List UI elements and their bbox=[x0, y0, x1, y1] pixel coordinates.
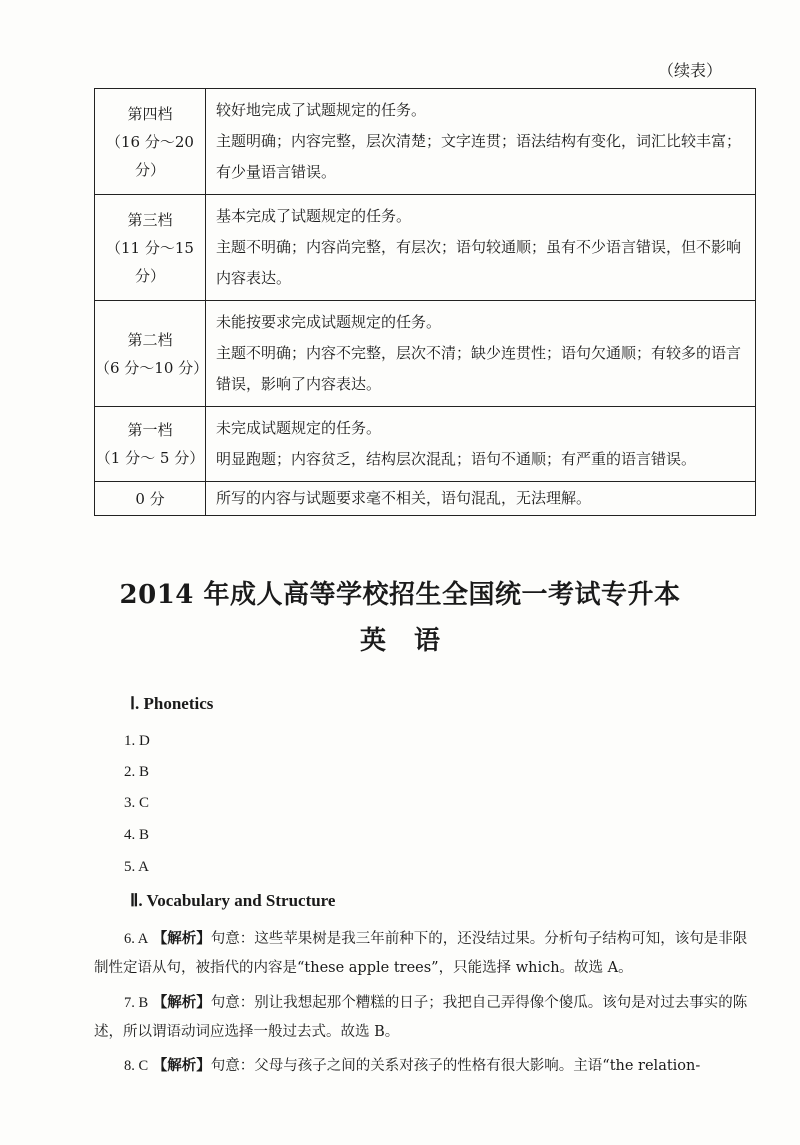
table-row bbox=[95, 195, 756, 301]
answer-item: 3. C bbox=[124, 795, 150, 811]
grade-description-cell bbox=[206, 407, 756, 482]
grade-detail: 主题不明确；内容不完整，层次不清；缺少连贯性；语句欠通顺；有较多的语言错误，影响了内容表达。 bbox=[216, 344, 742, 393]
table-row bbox=[95, 301, 756, 407]
question-explanation bbox=[94, 924, 760, 983]
grade-description-cell bbox=[206, 195, 756, 301]
grade-detail: 主题明确；内容完整，层次清楚；文字连贯；语法结构有变化，词汇比较丰富；有少量语言错误。 bbox=[216, 132, 742, 181]
grade-range: （11 分～15 分） bbox=[106, 238, 194, 285]
analysis-text: 句意：这些苹果树是我三年前种下的，还没结过果。分析句子结构可知，该句是非限制性定语从句，被指代的内容是“these apple trees”，只能选择 which。故选 A。 bbox=[94, 931, 748, 976]
answer-item: 1. D bbox=[124, 733, 150, 749]
table-row bbox=[95, 482, 756, 516]
question-answer: 7. B bbox=[124, 995, 149, 1011]
grade-level: 0 分 bbox=[135, 489, 165, 508]
analysis-text: 句意：别让我想起那个糟糕的日子；我把自己弄得像个傻瓜。该句是对过去事实的陈述，所以谓语动词应选择一般过去式。故选 B。 bbox=[94, 995, 748, 1040]
grade-range: （16 分～20 分） bbox=[106, 132, 194, 179]
answer-item: 2. B bbox=[124, 764, 150, 780]
grade-summary: 未能按要求完成试题规定的任务。 bbox=[216, 313, 442, 331]
grade-level: 第一档 bbox=[127, 421, 173, 439]
analysis-text: 句意：父母与孩子之间的关系对孩子的性格有很大影响。主语“the relation- bbox=[210, 1058, 701, 1074]
analysis-tag: 【解析】 bbox=[152, 930, 211, 947]
question-answer: 6. A bbox=[124, 931, 149, 947]
grade-summary: 较好地完成了试题规定的任务。 bbox=[216, 101, 427, 119]
grade-detail: 明显跑题；内容贫乏，结构层次混乱；语句不通顺；有严重的语言错误。 bbox=[216, 450, 697, 468]
grade-level-cell bbox=[95, 195, 206, 301]
grade-description-cell bbox=[206, 89, 756, 195]
section-heading-vocabulary: Ⅱ. Vocabulary and Structure bbox=[130, 891, 336, 910]
question-explanation bbox=[94, 988, 760, 1047]
grade-level-cell bbox=[95, 301, 209, 407]
answer-item: 4. B bbox=[124, 827, 150, 843]
grade-level: 第三档 bbox=[127, 210, 173, 229]
grade-description-cell bbox=[206, 301, 756, 407]
grade-summary: 未完成试题规定的任务。 bbox=[216, 419, 382, 437]
analysis-tag: 【解析】 bbox=[152, 1057, 211, 1074]
grade-level-cell bbox=[95, 482, 206, 516]
question-explanation bbox=[94, 1051, 760, 1081]
answer-item: 5. A bbox=[124, 859, 150, 875]
grade-level: 第二档 bbox=[127, 330, 173, 349]
grade-description-cell bbox=[206, 482, 756, 516]
analysis-tag: 【解析】 bbox=[152, 994, 211, 1011]
exam-title: 2014 年成人高等学校招生全国统一考试专升本 bbox=[119, 580, 681, 610]
table-row bbox=[95, 407, 756, 482]
table-row bbox=[95, 89, 756, 195]
section-heading-phonetics: Ⅰ. Phonetics bbox=[130, 694, 214, 713]
grade-detail: 主题不明确；内容尚完整，有层次；语句较通顺；虽有不少语言错误，但不影响内容表达。 bbox=[216, 238, 742, 287]
grade-range: （1 分～ 5 分） bbox=[95, 449, 205, 467]
table-continued-label: （续表） bbox=[657, 61, 722, 80]
grade-level-cell bbox=[95, 407, 206, 482]
grading-table bbox=[94, 88, 756, 516]
grade-range: （6 分～10 分） bbox=[95, 358, 209, 377]
grade-level: 第四档 bbox=[127, 104, 173, 123]
grade-level-cell bbox=[95, 89, 206, 195]
grade-summary: 基本完成了试题规定的任务。 bbox=[216, 207, 412, 225]
grade-summary: 所写的内容与试题要求毫不相关，语句混乱，无法理解。 bbox=[216, 489, 592, 507]
question-answer: 8. C bbox=[124, 1058, 149, 1074]
exam-subject: 英语 bbox=[359, 626, 468, 656]
